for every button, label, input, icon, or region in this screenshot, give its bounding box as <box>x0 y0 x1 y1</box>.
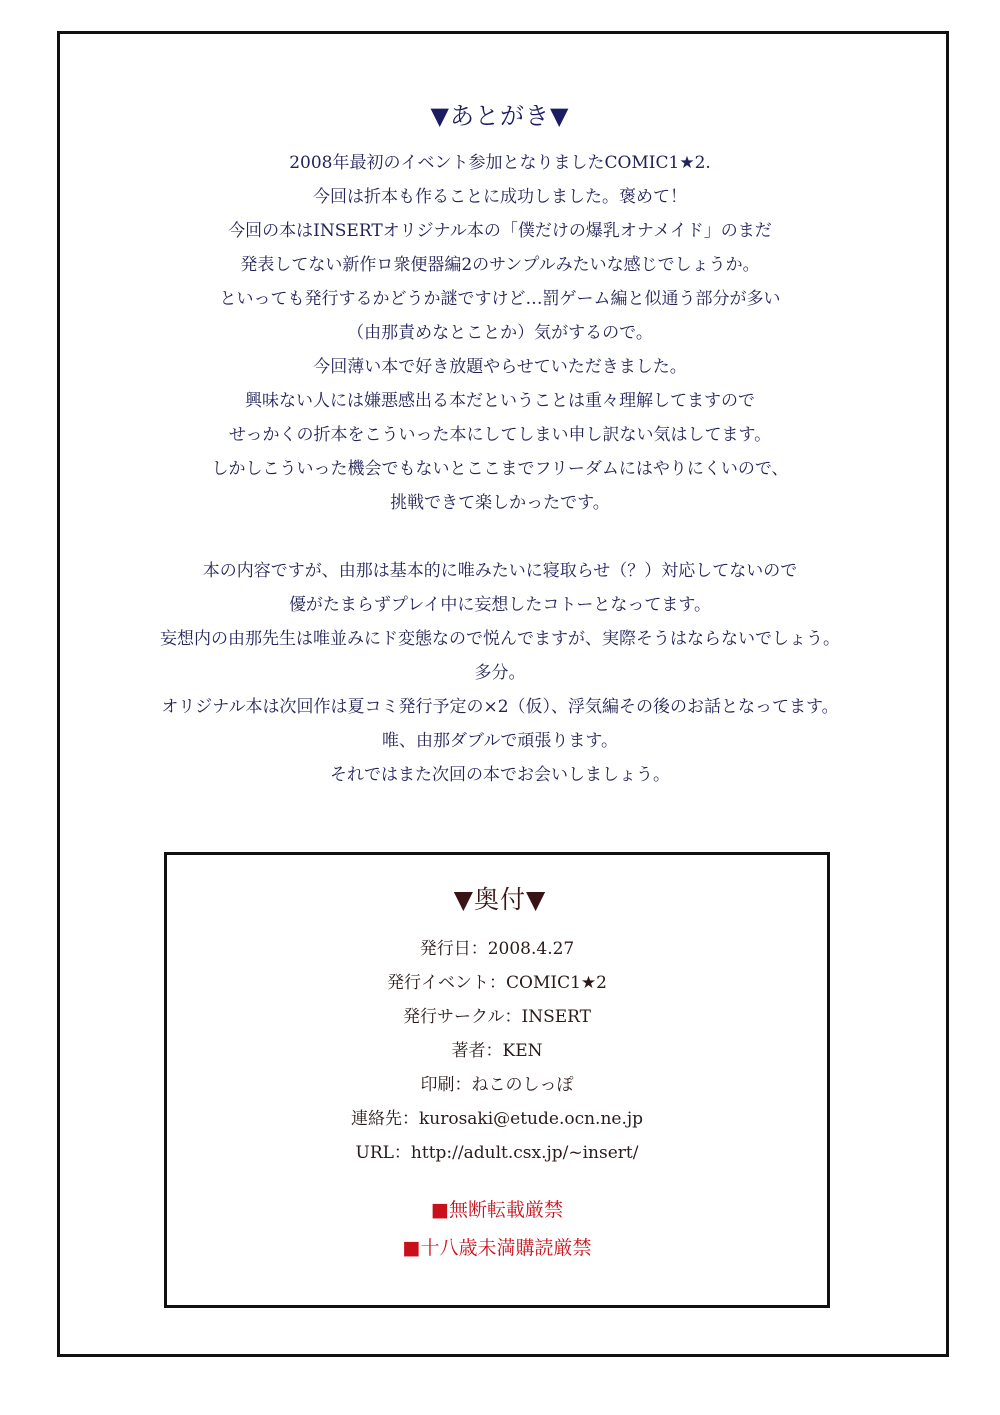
colophon-url: URL：http://adult.csx.jp/~insert/ <box>355 1143 639 1163</box>
warning-age-restriction: ■十八歳未満購読厳禁 <box>402 1237 592 1259</box>
afterword-line: 今回薄い本で好き放題やらせていただきました。 <box>313 357 687 377</box>
afterword-line: 今回は折本も作ることに成功しました。褒めて！ <box>313 187 687 207</box>
afterword-line: 妄想内の由那先生は唯並みにド変態なので悦んでますが、実際そうはならないでしょう。 <box>160 629 840 649</box>
colophon-title: ▼奥付▼ <box>453 885 547 914</box>
afterword-title: ▼あとがき▼ <box>430 102 570 130</box>
afterword-line: 2008年最初のイベント参加となりましたCOMIC1★2. <box>289 153 711 173</box>
afterword-line: 優がたまらずプレイ中に妄想したコトーとなってます。 <box>288 595 712 615</box>
afterword-line: しかしこういった機会でもないとここまでフリーダムにはやりにくいので、 <box>211 459 789 479</box>
afterword-line: といっても発行するかどうか謎ですけど…罰ゲーム編と似通う部分が多い <box>219 289 781 309</box>
afterword-line: 本の内容ですが、由那は基本的に唯みたいに寝取らせ（？）対応してないので <box>202 561 798 581</box>
afterword-line: それではまた次回の本でお会いしましょう。 <box>330 765 670 785</box>
colophon-author: 著者：KEN <box>451 1041 543 1061</box>
afterword-line: 多分。 <box>474 663 526 683</box>
afterword-line: （由那責めなとことか）気がするので。 <box>347 323 653 343</box>
afterword-line: せっかくの折本をこういった本にしてしまい申し訳ない気はしてます。 <box>228 425 772 445</box>
afterword-line: 興味ない人には嫌悪感出る本だということは重々理解してますので <box>245 391 755 411</box>
afterword-line: 挑戦できて楽しかったです。 <box>390 493 610 513</box>
warning-no-reproduction: ■無断転載厳禁 <box>431 1199 563 1221</box>
colophon-event: 発行イベント：COMIC1★2 <box>387 973 607 993</box>
colophon-printer: 印刷：ねこのしっぽ <box>420 1075 574 1095</box>
afterword-line: 発表してない新作ロ衆便器編2のサンプルみたいな感じでしょうか。 <box>240 255 760 275</box>
colophon-circle: 発行サークル：INSERT <box>403 1007 591 1027</box>
afterword-line: オリジナル本は次回作は夏コミ発行予定の×2（仮）、浮気編その後のお話となってます。 <box>161 697 839 717</box>
colophon-issue-date: 発行日：2008.4.27 <box>419 939 575 959</box>
afterword-line: 唯、由那ダブルで頑張ります。 <box>382 731 618 751</box>
colophon-contact: 連絡先：kurosaki@etude.ocn.ne.jp <box>350 1109 644 1129</box>
afterword-line: 今回の本はINSERTオリジナル本の「僕だけの爆乳オナメイド」のまだ <box>228 221 772 241</box>
